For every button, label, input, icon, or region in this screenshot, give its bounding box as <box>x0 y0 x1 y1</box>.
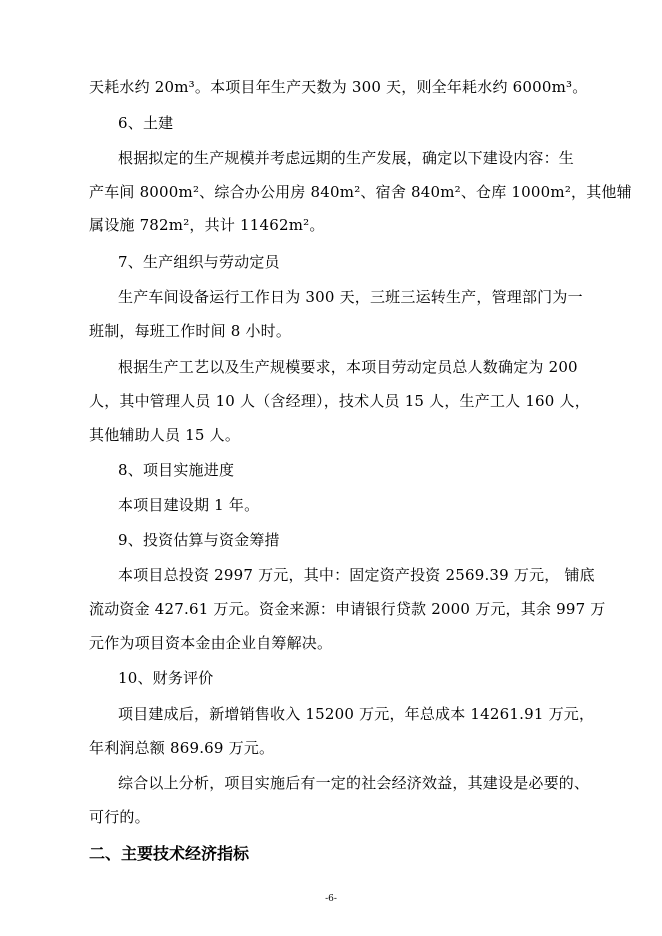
paragraph-line: 项目建成后，新增销售收入 15200 万元，年总成本 14261.91 万元， <box>118 705 595 723</box>
paragraph-line: 综合以上分析，项目实施后有一定的社会经济效益，其建设是必要的、 <box>118 774 590 792</box>
section-heading-investment: 9、投资估算与资金筹措 <box>118 531 280 549</box>
paragraph-line: 本项目建设期 1 年。 <box>118 496 260 514</box>
paragraph-line: 其他辅助人员 15 人。 <box>89 426 241 444</box>
paragraph-line: 可行的。 <box>89 808 150 826</box>
paragraph-line: 人，其中管理人员 10 人（含经理），技术人员 15 人，生产工人 160 人， <box>89 392 590 410</box>
paragraph-line: 属设施 782m²，共计 11462m²。 <box>89 216 325 234</box>
paragraph-line: 生产车间设备运行工作日为 300 天，三班三运转生产，管理部门为一 <box>118 288 583 306</box>
section-heading-key-indicators: 二、主要技术经济指标 <box>89 844 250 863</box>
section-heading-schedule: 8、项目实施进度 <box>118 461 235 479</box>
paragraph-line: 流动资金 427.61 万元。资金来源：申请银行贷款 2000 万元，其余 997 万 <box>89 600 606 618</box>
page-number: -6- <box>325 894 337 904</box>
paragraph-line: 天耗水约 20m³。本项目年生产天数为 300 天，则全年耗水约 6000m³。 <box>89 78 588 96</box>
paragraph-line: 本项目总投资 2997 万元，其中：固定资产投资 2569.39 万元， 铺底 <box>118 566 595 584</box>
paragraph-line: 根据拟定的生产规模并考虑远期的生产发展，确定以下建设内容：生 <box>118 149 575 167</box>
section-heading-staffing: 7、生产组织与劳动定员 <box>118 253 280 271</box>
paragraph-line: 班制，每班工作时间 8 小时。 <box>89 322 292 340</box>
paragraph-line: 产车间 8000m²、综合办公用房 840m²、宿舍 840m²、仓库 1000m²，其他辅 <box>89 183 632 201</box>
section-heading-financial: 10、财务评价 <box>118 669 214 687</box>
paragraph-line: 年利润总额 869.69 万元。 <box>89 739 275 757</box>
paragraph-line: 元作为项目资本金由企业自筹解决。 <box>89 634 333 652</box>
section-heading-land-construction: 6、土建 <box>118 114 174 132</box>
paragraph-line: 根据生产工艺以及生产规模要求，本项目劳动定员总人数确定为 200 <box>118 358 578 376</box>
